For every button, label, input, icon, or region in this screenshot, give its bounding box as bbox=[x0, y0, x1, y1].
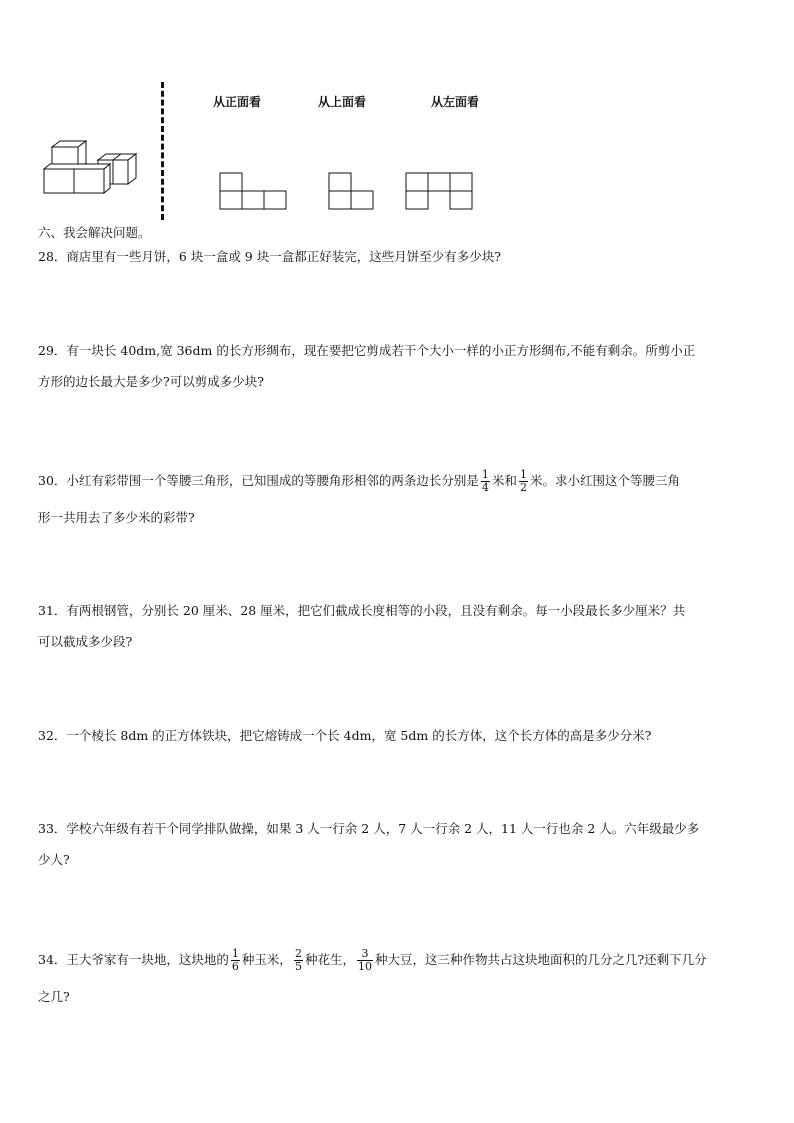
question-number: 28． bbox=[38, 249, 67, 264]
fraction-denominator: 5 bbox=[294, 960, 302, 973]
fraction-three-tenths bbox=[357, 948, 373, 973]
question-29-line2: 方形的边长最大是多少?可以剪成多少块? bbox=[38, 374, 264, 389]
left-view-label: 从左面看 bbox=[431, 95, 480, 109]
question-text-part: 米。求小红围这个等腰三角 bbox=[529, 473, 680, 488]
question-31-line2: 可以截成多少段? bbox=[38, 634, 133, 649]
question-number: 32． bbox=[38, 728, 67, 743]
fraction-denominator: 4 bbox=[481, 481, 489, 494]
fraction-denominator: 10 bbox=[357, 960, 372, 973]
front-view-grid bbox=[219, 172, 289, 212]
fraction-numerator: 1 bbox=[481, 468, 489, 481]
fraction-numerator: 3 bbox=[361, 947, 369, 960]
fraction-numerator: 1 bbox=[231, 947, 239, 960]
dashed-divider bbox=[161, 82, 164, 220]
question-34 bbox=[38, 945, 707, 975]
fraction-two-fifths bbox=[294, 948, 303, 973]
question-text-line1: 有一块长 40dm,宽 36dm 的长方形绸布，现在要把它剪成若干个大小一样的小正方形绸布,不能有剩余。所剪小正 bbox=[66, 343, 696, 358]
question-number: 30． bbox=[38, 473, 67, 488]
top-view-grid bbox=[328, 172, 378, 212]
question-text: 一个棱长 8dm 的正方体铁块，把它熔铸成一个长 4dm，宽 5dm 的长方体，这个长方体的高是多少分米? bbox=[66, 728, 652, 743]
fraction-one-quarter bbox=[481, 469, 490, 494]
fraction-denominator: 2 bbox=[519, 481, 527, 494]
question-33 bbox=[38, 822, 699, 836]
question-30 bbox=[38, 466, 680, 496]
question-31 bbox=[38, 604, 685, 618]
question-number: 29． bbox=[38, 343, 67, 358]
fraction-numerator: 2 bbox=[294, 947, 302, 960]
cube-figure bbox=[40, 138, 140, 198]
fraction-numerator: 1 bbox=[519, 468, 527, 481]
fraction-one-sixth bbox=[231, 948, 240, 973]
section-title: 六、我会解决问题。 bbox=[38, 225, 151, 240]
question-text-part: 种玉米， bbox=[241, 952, 292, 967]
question-28 bbox=[38, 250, 501, 264]
question-number: 33． bbox=[38, 821, 67, 836]
fraction-denominator: 6 bbox=[231, 960, 239, 973]
question-text-line1: 学校六年级有若干个同学排队做操，如果 3 人一行余 2 人，7 人一行余 2 人，11 人一行也余 2 人。六年级最少多 bbox=[66, 821, 700, 836]
question-29 bbox=[38, 344, 695, 358]
question-30-line2: 形一共用去了多少米的彩带? bbox=[38, 510, 195, 525]
question-number: 31． bbox=[38, 603, 67, 618]
question-33-line2: 少人? bbox=[38, 852, 70, 867]
question-text-part: 米和 bbox=[491, 473, 517, 488]
top-view-label: 从上面看 bbox=[318, 95, 367, 109]
question-text-part: 王大爷家有一块地，这块地的 bbox=[66, 952, 229, 967]
question-text-part: 种大豆，这三种作物共占这块地面积的几分之几?还剩下几分 bbox=[374, 952, 707, 967]
question-34-line2: 之几? bbox=[38, 989, 70, 1004]
left-view-grid bbox=[405, 172, 477, 212]
fraction-one-half bbox=[519, 469, 528, 494]
front-view-label: 从正面看 bbox=[213, 95, 262, 109]
question-text-part: 小红有彩带围一个等腰三角形，已知围成的等腰角形相邻的两条边长分别是 bbox=[66, 473, 479, 488]
question-text-part: 种花生， bbox=[304, 952, 355, 967]
question-text-line1: 有两根钢管，分别长 20 厘米、28 厘米，把它们截成长度相等的小段，且没有剩余。每一小段最长多少厘米？共 bbox=[66, 603, 686, 618]
question-text: 商店里有一些月饼，6 块一盒或 9 块一盒都正好装完，这些月饼至少有多少块? bbox=[66, 249, 501, 264]
question-number: 34． bbox=[38, 952, 67, 967]
question-32 bbox=[38, 729, 651, 743]
